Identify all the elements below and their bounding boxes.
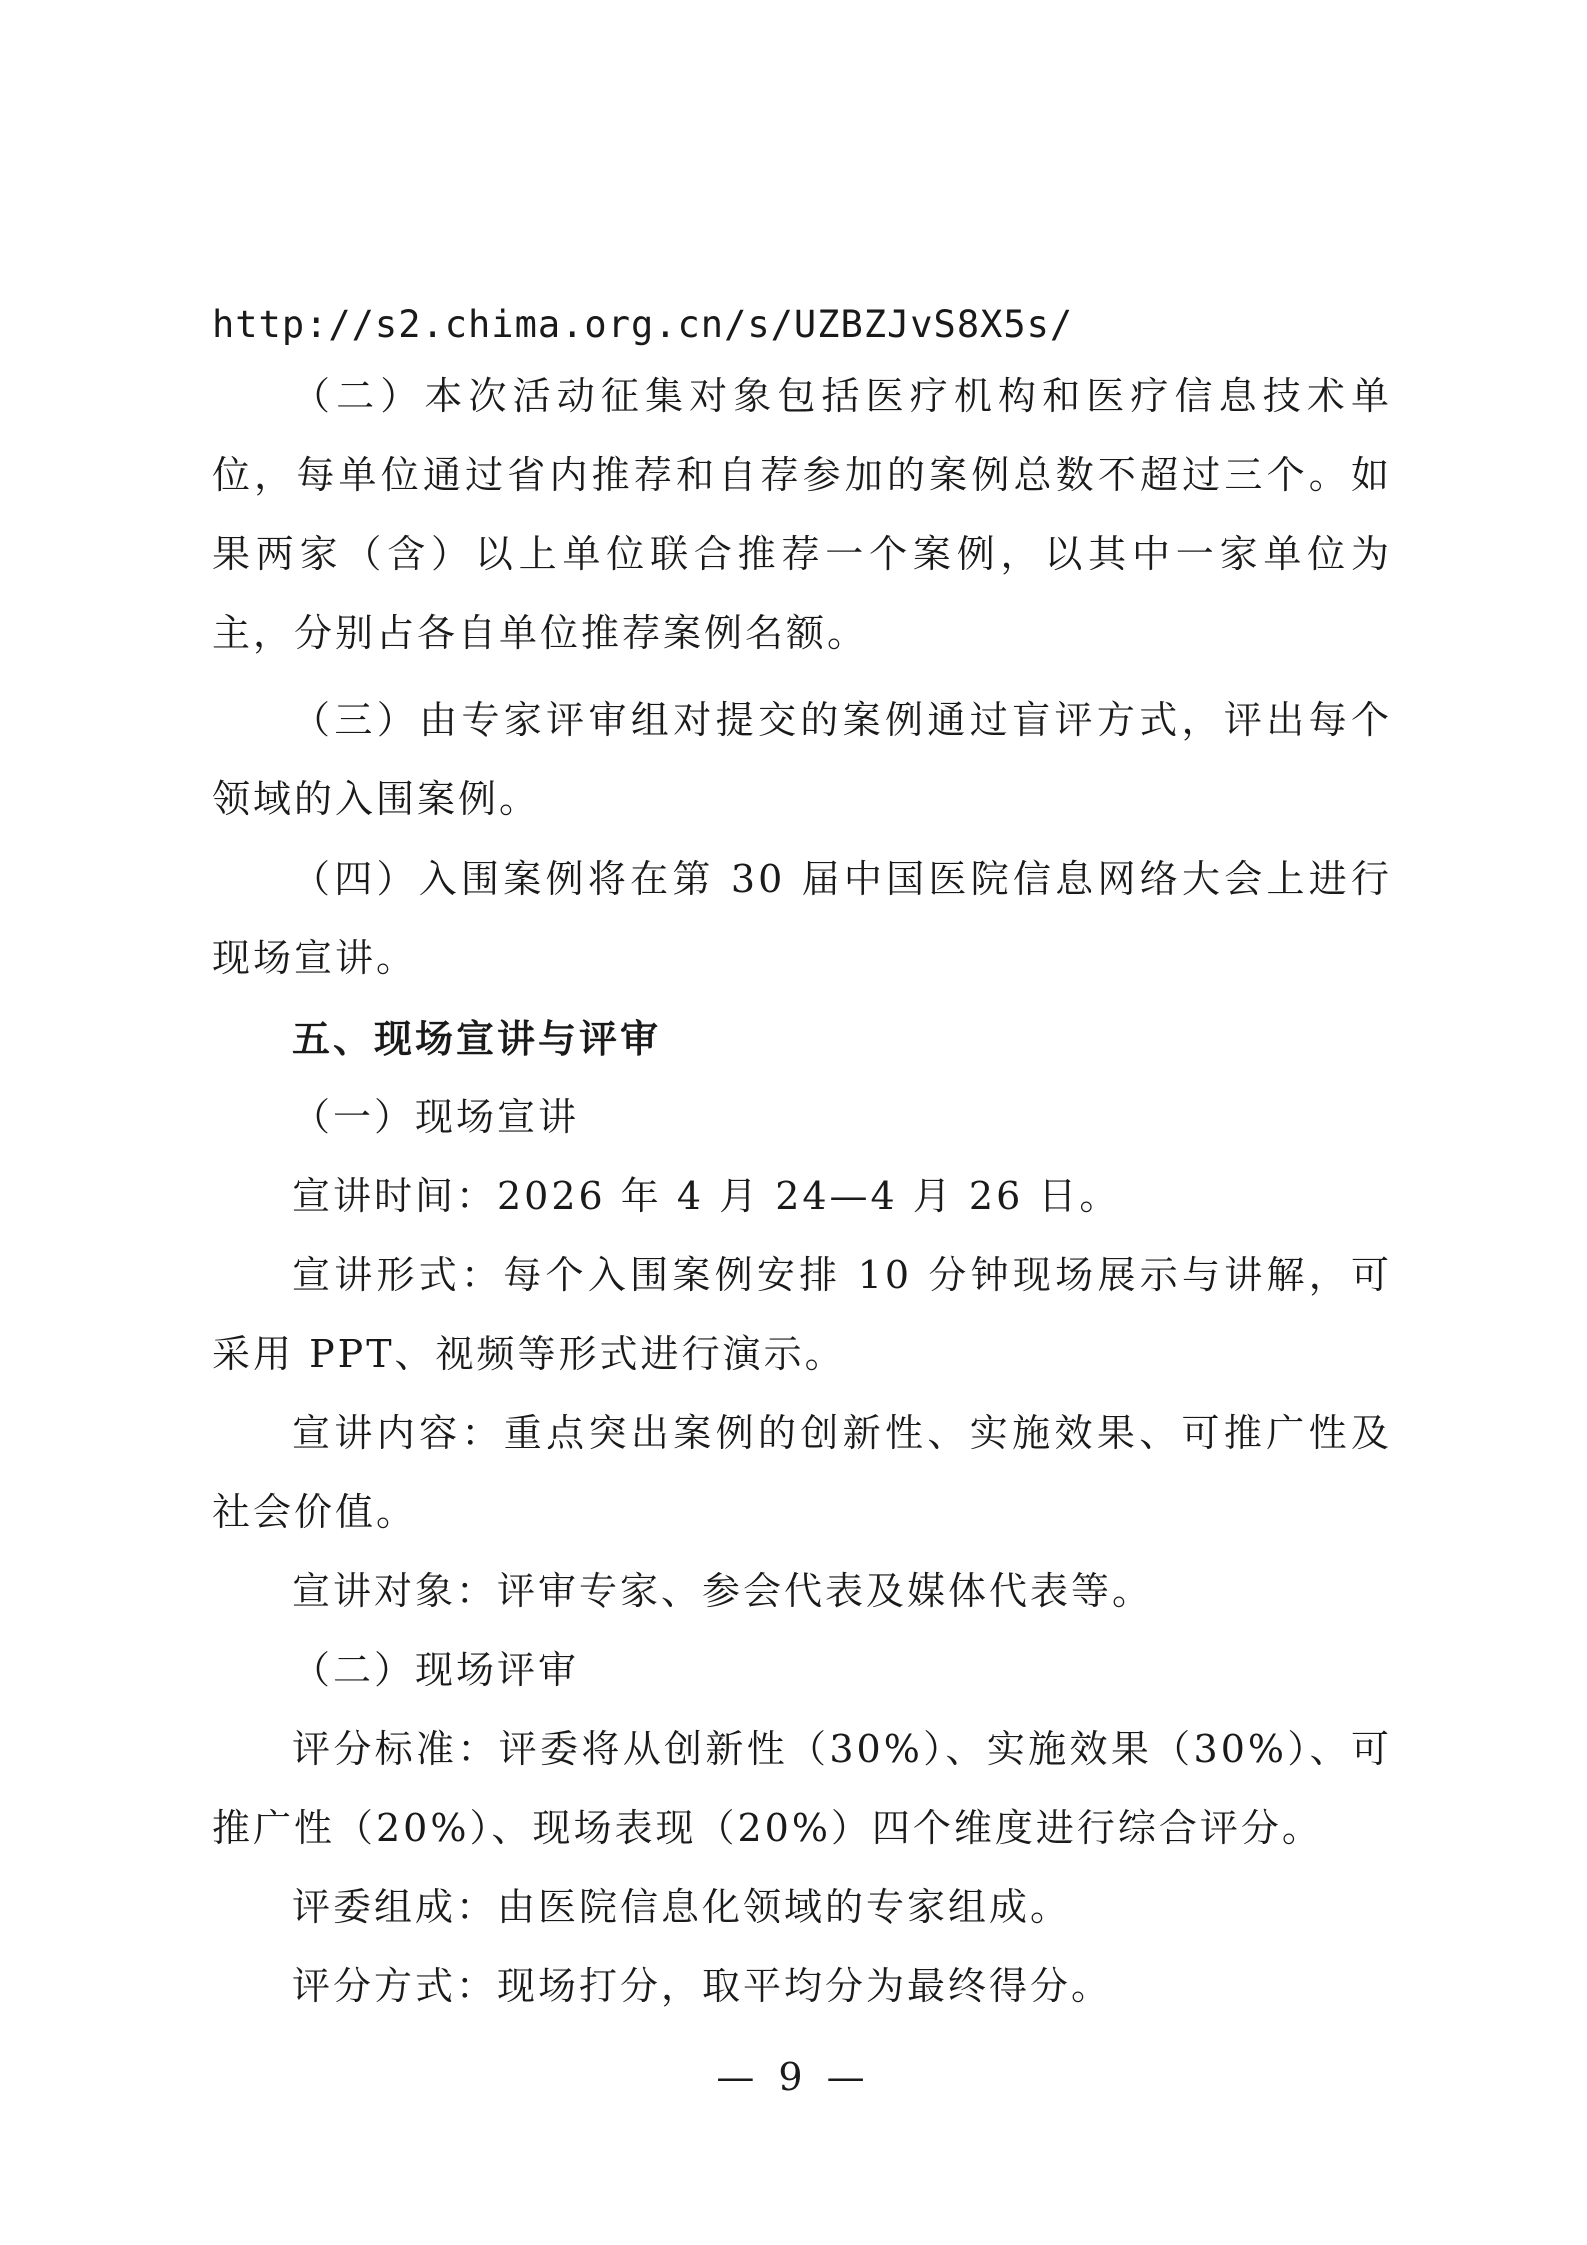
paragraph-blind-review: （三）由专家评审组对提交的案例通过盲评方式，评出每个领域的入围案例。 [212, 698, 1392, 821]
review-method: 评分方式：现场打分，取平均分为最终得分。 [292, 1964, 1113, 2008]
paragraph-onsite-presentation: （四）入围案例将在第 30 届中国医院信息网络大会上进行现场宣讲。 [212, 857, 1392, 980]
presentation-content: 宣讲内容：重点突出案例的创新性、实施效果、可推广性及社会价值。 [212, 1411, 1392, 1534]
subsection-heading-review: （二）现场评审 [292, 1648, 580, 1692]
registration-url: http://s2.chima.org.cn/s/UZBZJvS8X5s/ [212, 303, 1074, 346]
presentation-time: 宣讲时间：2026 年 4 月 24—4 月 26 日。 [292, 1174, 1121, 1218]
paragraph-collection-scope: （二）本次活动征集对象包括医疗机构和医疗信息技术单位，每单位通过省内推荐和自荐参加的案例总数不超过三个。如果两家（含）以上单位联合推荐一个案例，以其中一家单位为主，分别占各自单位推荐案例名额。 [212, 374, 1392, 655]
review-panel: 评委组成：由医院信息化领域的专家组成。 [292, 1885, 1072, 1929]
presentation-format: 宣讲形式：每个入围案例安排 10 分钟现场展示与讲解，可采用 PPT、视频等形式进行演示。 [212, 1253, 1392, 1376]
section-heading-5: 五、现场宣讲与评审 [292, 1017, 662, 1061]
page-number: — 9 — [716, 2055, 871, 2099]
subsection-heading-presentation: （一）现场宣讲 [292, 1095, 580, 1139]
presentation-audience: 宣讲对象：评审专家、参会代表及媒体代表等。 [292, 1569, 1154, 1613]
review-criteria: 评分标准：评委将从创新性（30%）、实施效果（30%）、可推广性（20%）、现场表现（20%）四个维度进行综合评分。 [212, 1727, 1392, 1850]
